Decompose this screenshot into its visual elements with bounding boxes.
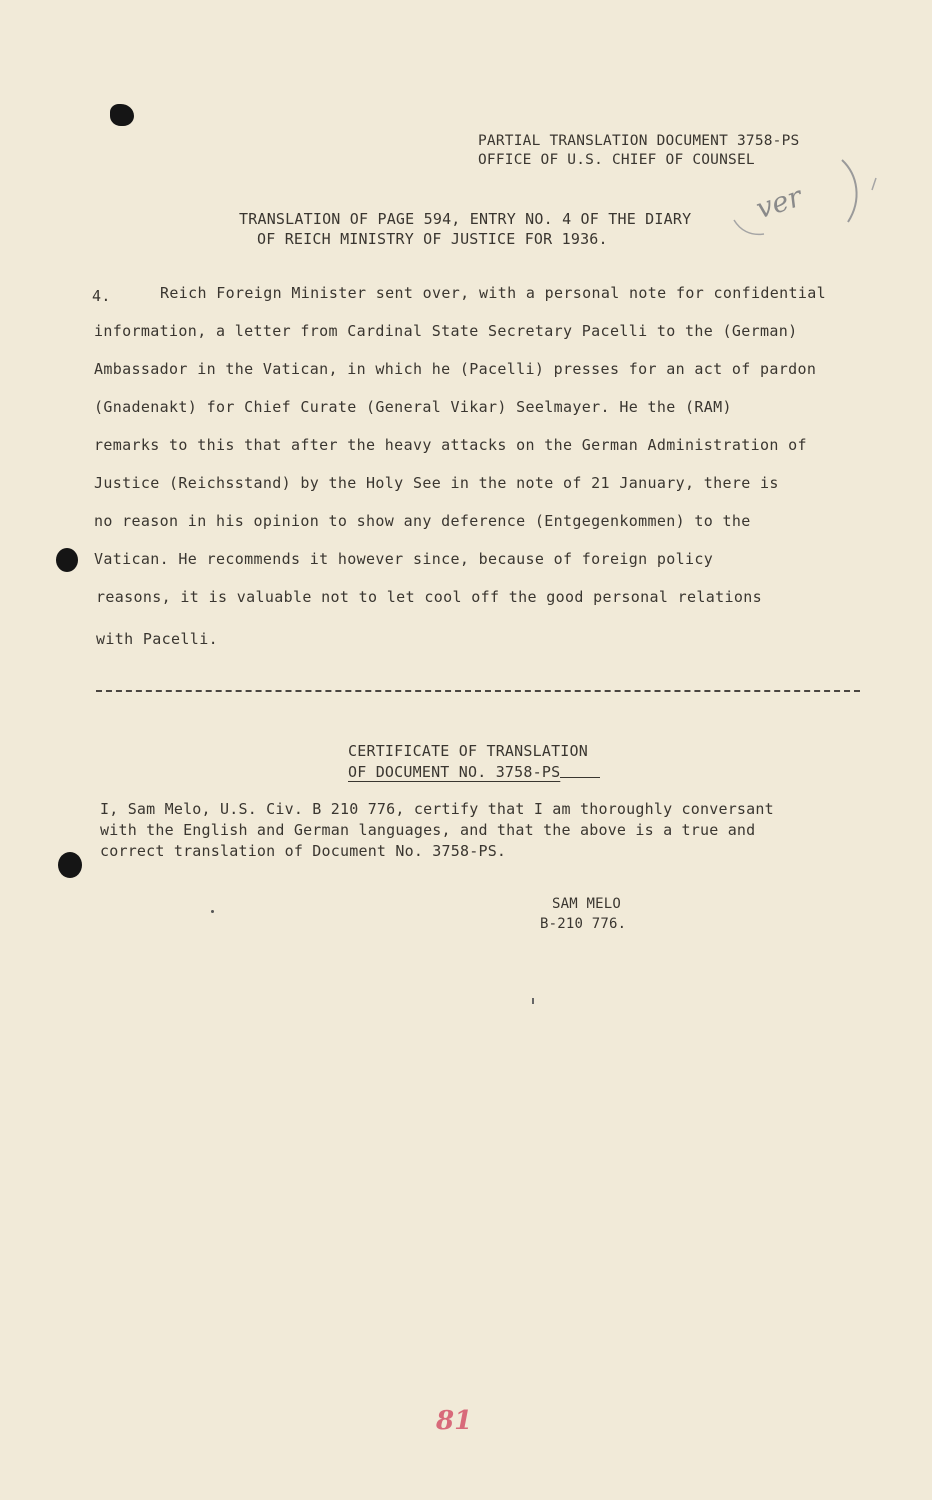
header-line-2: OFFICE OF U.S. CHIEF OF COUNSEL: [478, 152, 755, 168]
punch-hole-top: [110, 104, 134, 126]
entry-line: (Gnadenakt) for Chief Curate (General Vikar) Seelmayer. He the (RAM): [94, 398, 732, 416]
entry-line: Vatican. He recommends it however since, because of foreign policy: [94, 550, 714, 568]
certificate-subheading: OF DOCUMENT NO. 3758-PS: [348, 763, 561, 781]
dashed-separator: [96, 690, 860, 692]
entry-line: reasons, it is valuable not to let cool off the good personal relations: [96, 588, 763, 606]
entry-line: no reason in his opinion to show any deference (Entgegenkommen) to the: [94, 512, 751, 530]
title-line-1: TRANSLATION OF PAGE 594, ENTRY NO. 4 OF THE DIARY: [239, 210, 692, 228]
entry-line: information, a letter from Cardinal State Secretary Pacelli to the (German): [94, 322, 798, 340]
certificate-line: with the English and German languages, and that the above is a true and: [100, 821, 756, 839]
signature-name: SAM MELO: [552, 896, 622, 912]
pencil-annotation: ver: [752, 179, 806, 226]
title-line-2: OF REICH MINISTRY OF JUSTICE FOR 1936.: [257, 230, 608, 248]
header-line-1: PARTIAL TRANSLATION DOCUMENT 3758-PS: [478, 133, 800, 149]
certificate-line: I, Sam Melo, U.S. Civ. B 210 776, certify that I am thoroughly conversant: [100, 800, 774, 818]
entry-line: remarks to this that after the heavy attacks on the German Administration of: [94, 436, 807, 454]
pencil-bracket-mark: [730, 150, 890, 240]
stray-tick: [532, 998, 534, 1004]
certificate-heading: CERTIFICATE OF TRANSLATION: [348, 742, 588, 760]
stray-dot: [211, 910, 214, 913]
entry-line: Justice (Reichsstand) by the Holy See in the note of 21 January, there is: [94, 474, 779, 492]
punch-hole-bottom: [58, 852, 82, 878]
entry-line: Ambassador in the Vatican, in which he (Pacelli) presses for an act of pardon: [94, 360, 817, 378]
punch-hole-middle: [56, 548, 78, 572]
page-number-stamp: 81: [436, 1406, 473, 1436]
underline-extension: [560, 777, 600, 778]
entry-line: with Pacelli.: [96, 630, 218, 648]
signature-id: B-210 776.: [540, 916, 627, 932]
entry-number: 4.: [92, 287, 111, 305]
entry-line: Reich Foreign Minister sent over, with a personal note for confidential: [160, 284, 827, 302]
certificate-line: correct translation of Document No. 3758-PS.: [100, 842, 507, 860]
